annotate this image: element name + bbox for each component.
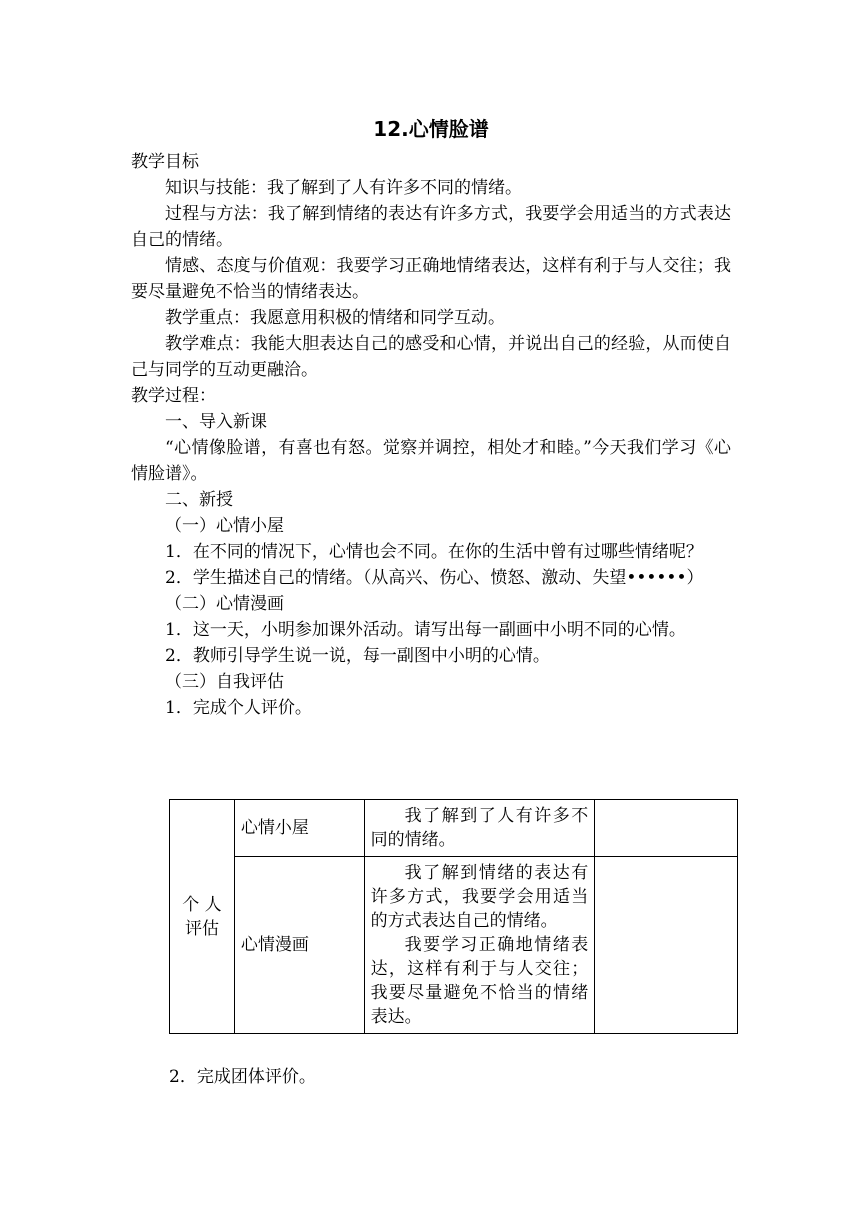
paragraph: 1．在不同的情况下，心情也会不同。在你的生活中曾有过哪些情绪呢？ bbox=[165, 542, 703, 562]
table-row bbox=[170, 857, 738, 1034]
paragraph: 过程与方法：我了解到情绪的表达有许多方式，我要学会用适当的方式表达自己的情绪。 bbox=[131, 204, 731, 250]
description-text: 我了解到情绪的表达有许多方式，我要学会用适当的方式表达自己的情绪。 bbox=[370, 863, 589, 931]
paragraph: 1．完成个人评价。 bbox=[165, 698, 312, 718]
paragraph: 2．教师引导学生说一说，每一副图中小明的心情。 bbox=[165, 646, 550, 666]
paragraph: 教学难点：我能大胆表达自己的感受和心情，并说出自己的经验，从而使自己与同学的互动更融洽。 bbox=[131, 334, 731, 380]
description-text: 我了解到了人有许多不同的情绪。 bbox=[370, 806, 589, 850]
description-cell bbox=[364, 800, 595, 857]
description-text: 我要学习正确地情绪表达，这样有利于与人交往；我要尽量避免不恰当的情绪表达。 bbox=[370, 935, 589, 1027]
paragraph: 教学目标 bbox=[131, 152, 199, 172]
paragraph: （二）心情漫画 bbox=[165, 594, 284, 614]
paragraph: 一、导入新课 bbox=[165, 412, 267, 432]
page-title: 12.心情脸谱 bbox=[373, 117, 489, 141]
paragraph: 二、新授 bbox=[165, 490, 233, 510]
score-cell[interactable] bbox=[595, 857, 738, 1034]
paragraph: 知识与技能：我了解到了人有许多不同的情绪。 bbox=[165, 178, 522, 198]
evaluation-table bbox=[169, 799, 738, 1034]
paragraph: 2．完成团体评价。 bbox=[169, 1067, 316, 1087]
paragraph: 2．学生描述自己的情绪。（从高兴、伤心、愤怒、激动、失望••••••） bbox=[165, 568, 704, 588]
table-row bbox=[170, 800, 738, 857]
score-cell[interactable] bbox=[595, 800, 738, 857]
paragraph: “心情像脸谱，有喜也有怒。觉察并调控，相处才和睦。”今天我们学习《心情脸谱》。 bbox=[131, 438, 731, 484]
item-cell: 心情小屋 bbox=[234, 800, 364, 857]
paragraph: 1．这一天，小明参加课外活动。请写出每一副画中小明不同的心情。 bbox=[165, 620, 686, 640]
paragraph: 教学重点：我愿意用积极的情绪和同学互动。 bbox=[165, 308, 505, 328]
item-cell: 心情漫画 bbox=[234, 857, 364, 1034]
paragraph: （一）心情小屋 bbox=[165, 516, 284, 536]
paragraph: 教学过程： bbox=[131, 386, 216, 406]
description-cell bbox=[364, 857, 595, 1034]
group-label-cell: 个 人评估 bbox=[170, 800, 235, 1034]
document-body bbox=[131, 113, 731, 721]
paragraph: 情感、态度与价值观：我要学习正确地情绪表达，这样有利于与人交往；我要尽量避免不恰当的情绪表达。 bbox=[131, 256, 731, 302]
paragraph: （三）自我评估 bbox=[165, 672, 284, 692]
